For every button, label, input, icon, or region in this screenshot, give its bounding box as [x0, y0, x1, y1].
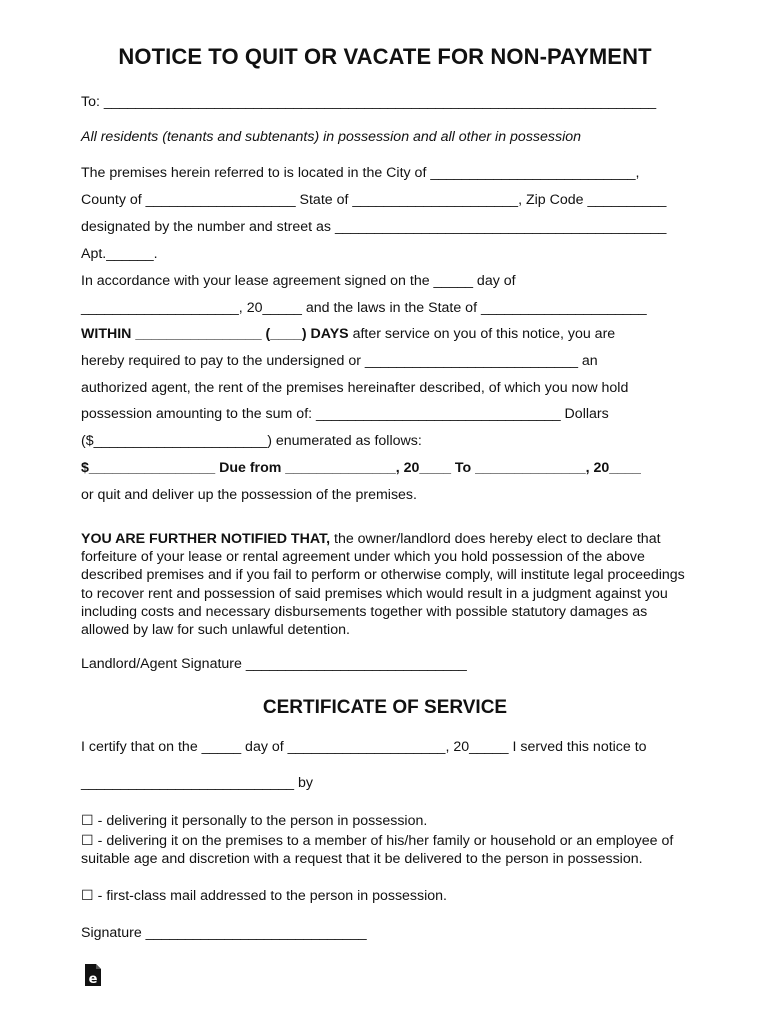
- certify-line: I certify that on the _____ day of ____________________, 20_____ I served this notice to: [81, 739, 647, 755]
- signature-line: Signature ____________________________: [81, 925, 367, 941]
- agent-line: authorized agent, the rent of the premises hereinafter described, of which you now hold: [81, 380, 629, 396]
- enumerated-line: ($______________________) enumerated as follows:: [81, 433, 422, 449]
- further-notice-paragraph: [81, 530, 691, 639]
- pay-line: hereby required to pay to the undersigned or ___________________________ an: [81, 353, 598, 369]
- county-line: County of ___________________ State of _____________________, Zip Code __________: [81, 192, 667, 208]
- further-heading: YOU ARE FURTHER NOTIFIED THAT,: [81, 531, 331, 547]
- residents-line: All residents (tenants and subtenants) in possession and all other in possession: [81, 129, 582, 145]
- landlord-signature-line: Landlord/Agent Signature ____________________________: [81, 656, 467, 672]
- street-line: designated by the number and street as __________________________________________: [81, 219, 667, 235]
- within-rest: after service on you of this notice, you are: [348, 326, 616, 342]
- further-body: the owner/landlord does hereby elect to declare that forfeiture of your lease or rental agreement under which you hold possession of the above described premises and if you fail to perform or otherwise comply, will institute legal proceedings to recover rent and possession of said premises which would result in a judgment against you including costs and necessary disbursements together with possible statutory damages as allowed by law for such unlawful detention.: [81, 531, 685, 639]
- quit-line: or quit and deliver up the possession of the premises.: [81, 487, 417, 503]
- apt-line: Apt.______.: [81, 246, 158, 262]
- lease-line: In accordance with your lease agreement signed on the _____ day of: [81, 273, 516, 289]
- to-line: To: ______________________________________________________________________: [81, 94, 657, 110]
- certificate-title: CERTIFICATE OF SERVICE: [262, 697, 508, 718]
- document-title: NOTICE TO QUIT OR VACATE FOR NON-PAYMENT: [118, 44, 652, 69]
- sum-line: possession amounting to the sum of: _______________________________ Dollars: [81, 406, 609, 422]
- city-line: The premises herein referred to is located in the City of __________________________,: [81, 165, 640, 181]
- within-line: [81, 325, 615, 343]
- eforms-logo-icon: [83, 963, 103, 987]
- date-state-line: ____________________, 20_____ and the laws in the State of _____________________: [81, 300, 647, 316]
- option-premises: ☐ - delivering it on the premises to a member of his/her family or household or an employee of suitable age and discretion with a request that it be delivered to the person in possession.: [81, 833, 674, 868]
- option-mail: ☐ - first-class mail addressed to the person in possession.: [81, 888, 447, 904]
- due-line: $________________ Due from ______________, 20____ To ______________, 20____: [81, 460, 641, 476]
- option-personal: ☐ - delivering it personally to the person in possession.: [81, 813, 428, 829]
- within-days: WITHIN ________________ (____) DAYS: [81, 326, 349, 342]
- svg-text:e: e: [88, 972, 98, 987]
- served-by-line: ___________________________ by: [81, 775, 313, 791]
